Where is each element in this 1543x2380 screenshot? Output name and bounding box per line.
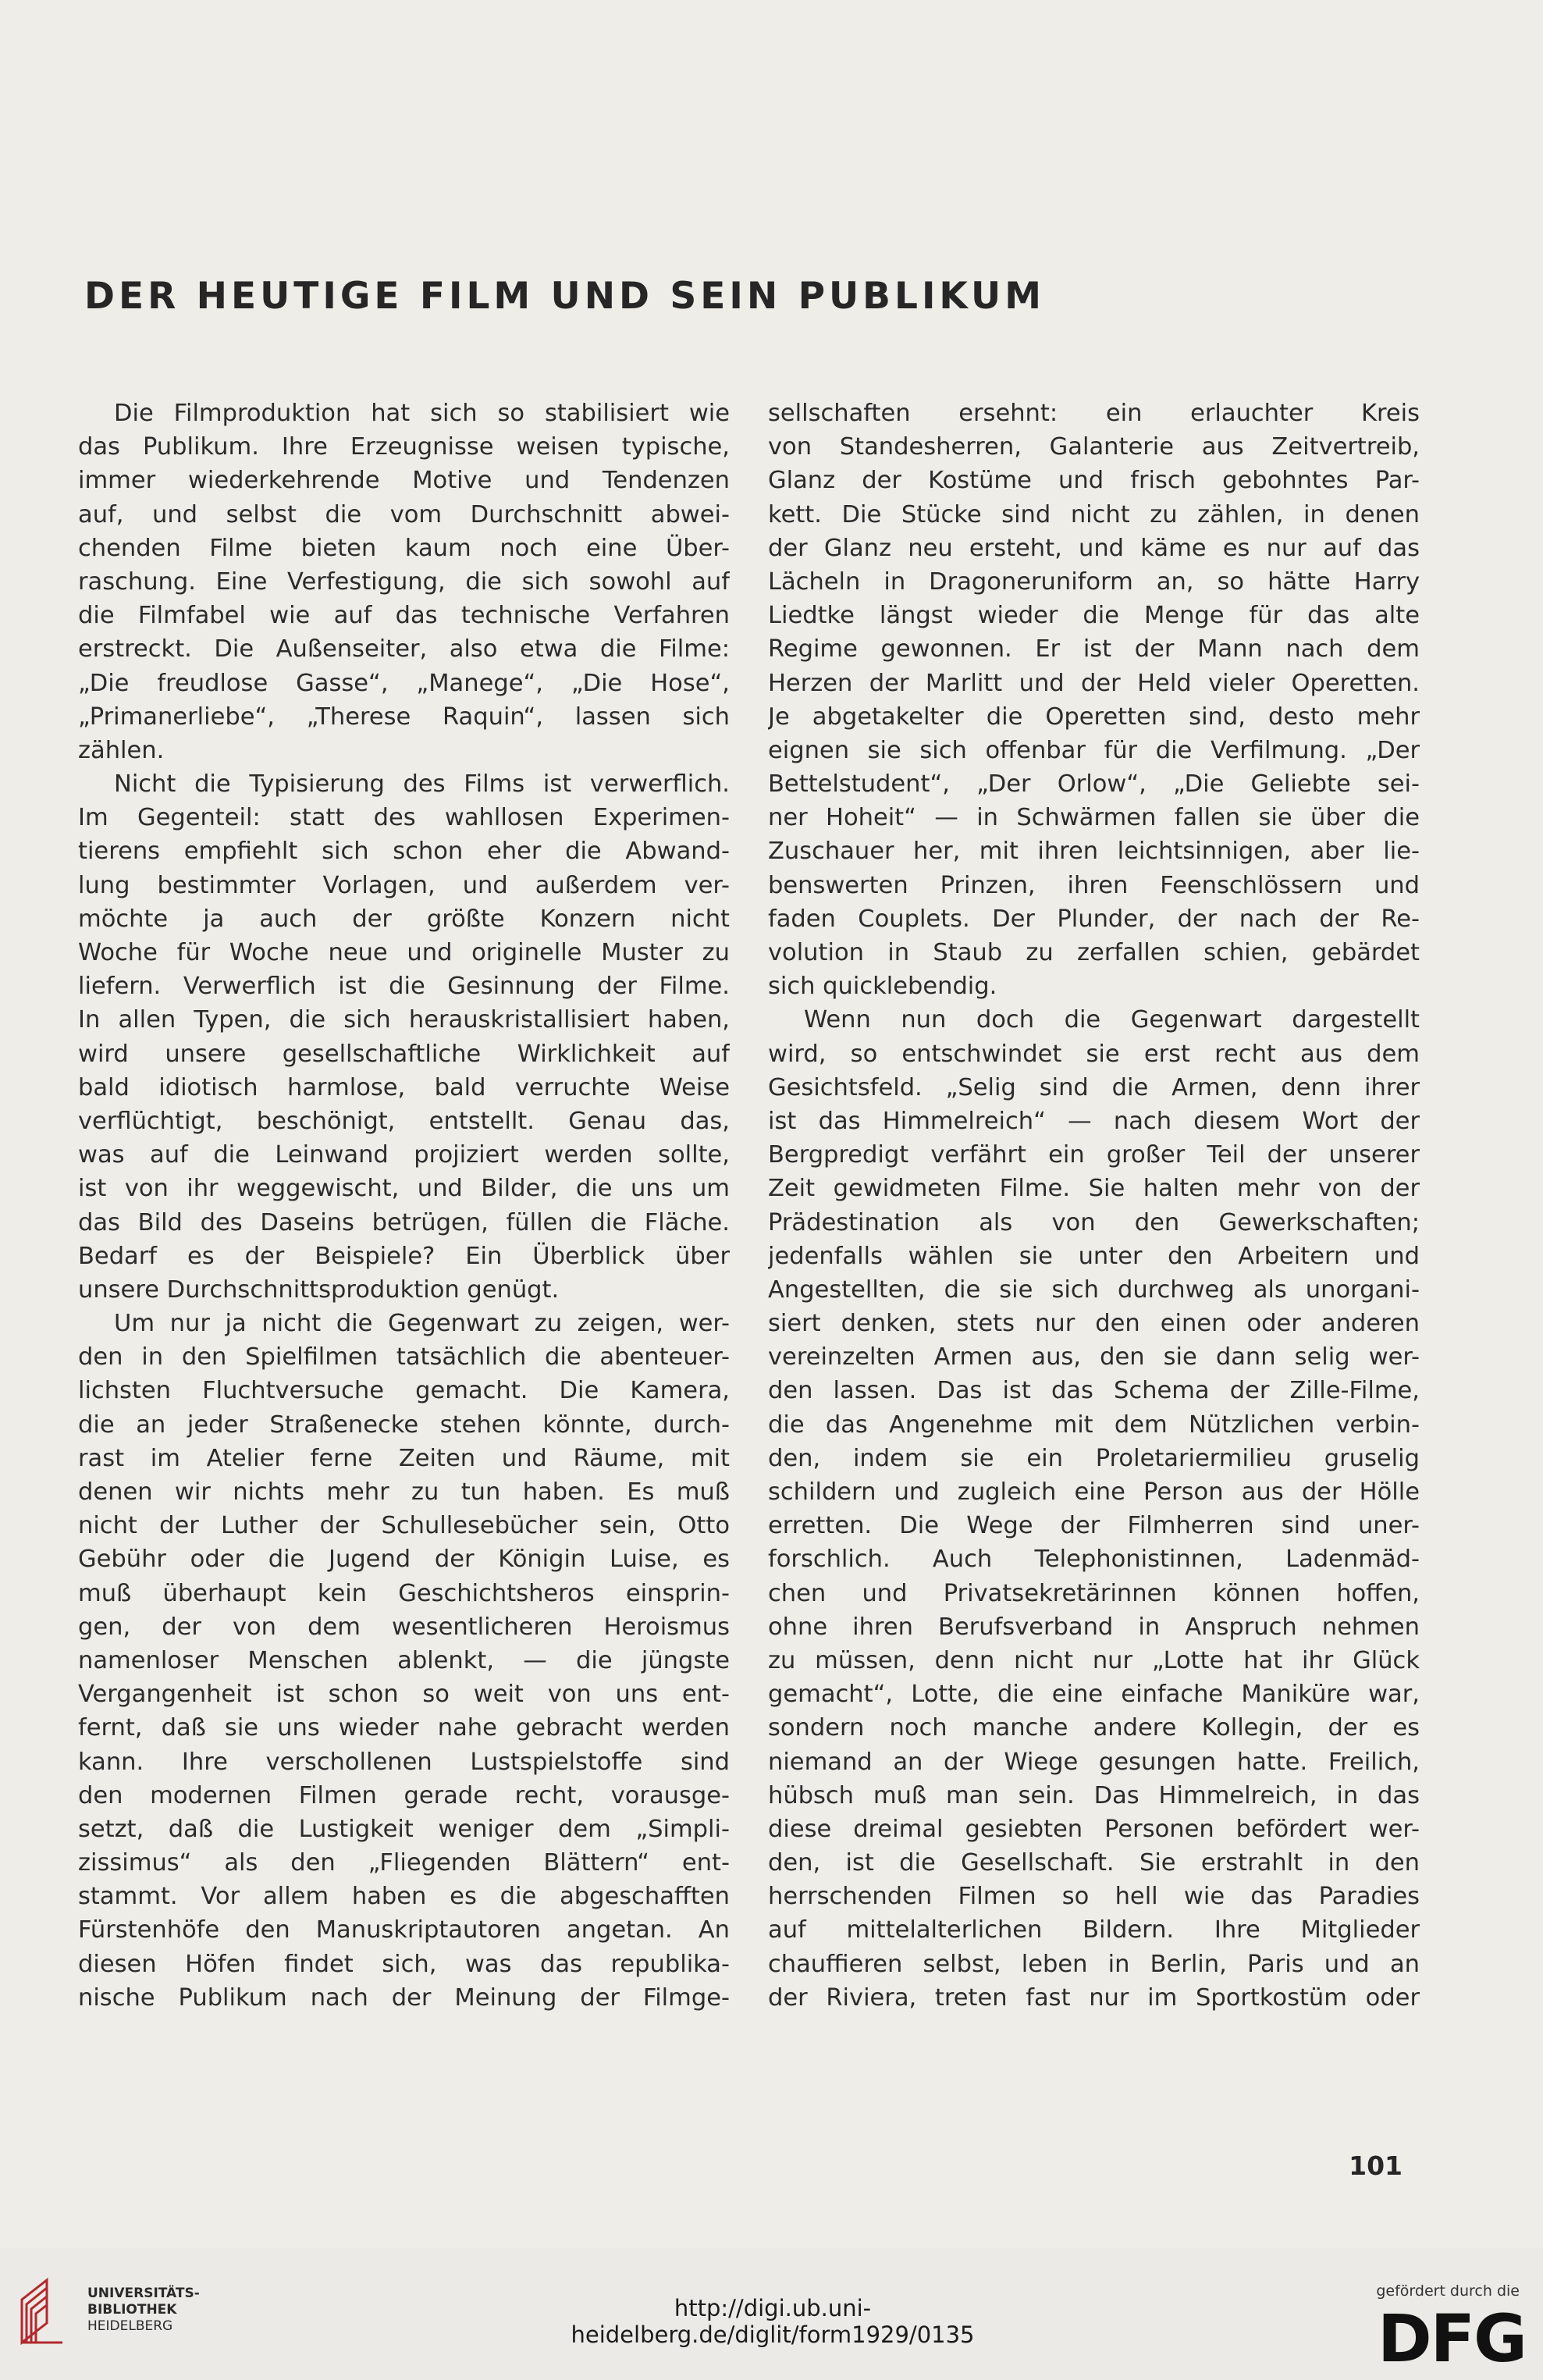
text-line: Je abgetakelter die Operetten sind, desto mehr [768,703,1420,731]
sponsor-caption: gefördert durch die [1376,2282,1520,2300]
text-line: wird, so entschwindet sie erst recht aus dem [768,1040,1420,1068]
digitization-footer [0,2248,1543,2380]
text-line: forschlich. Auch Telephonistinnen, Ladenmäd- [768,1546,1420,1574]
text-line: chauffieren selbst, leben in Berlin, Paris und an [768,1950,1420,1978]
text-line: das Publikum. Ihre Erzeugnisse weisen typische, [78,433,730,461]
library-name-line: BIBLIOTHEK [87,2302,177,2318]
text-line: Lächeln in Dragoneruniform an, so hätte Harry [768,567,1420,596]
text-line: herrschenden Filmen so hell wie das Paradies [768,1883,1420,1911]
text-line: gemacht“, Lotte, die eine einfache Maniküre war, [768,1681,1420,1709]
text-line: Die Filmproduktion hat sich so stabilisiert wie [114,400,730,427]
text-line: Nicht die Typisierung des Films ist verwerflich. [114,770,730,799]
text-line: sich quicklebendig. [768,973,997,1001]
text-line: tierens empfiehlt sich schon eher die Abwand- [78,838,730,866]
text-line: volution in Staub zu zerfallen schien, gebärdet [768,939,1420,966]
text-line: der Glanz neu ersteht, und käme es nur auf das [768,534,1420,562]
text-line: lichsten Fluchtversuche gemacht. Die Kamera, [78,1377,730,1405]
text-line: der Riviera, treten fast nur im Sportkostüm oder [768,1983,1420,2012]
text-line: chenden Filme bieten kaum noch eine Über- [78,534,730,562]
text-line: Prädestination als von den Gewerkschaften; [768,1208,1420,1236]
text-line: Gebühr oder die Jugend der Königin Luise, es [78,1546,730,1574]
text-line: Bedarf es der Beispiele? Ein Überblick über [78,1242,730,1270]
text-line: stammt. Vor allem haben es die abgeschafften [78,1883,730,1911]
text-line: verflüchtigt, beschönigt, entstellt. Genau das, [78,1107,730,1135]
text-line: von Standesherren, Galanterie aus Zeitvertreib, [768,433,1420,461]
text-line: Zuschauer her, mit ihren leichtsinnigen, aber lie- [768,838,1420,866]
text-line: die an jeder Straßenecke stehen könnte, durch- [78,1411,730,1439]
text-line: ner Hoheit“ — in Schwärmen fallen sie über die [768,804,1420,832]
text-line: ist das Himmelreich“ — nach diesem Wort der [768,1107,1420,1135]
text-line: was auf die Leinwand projiziert werden sollte, [78,1141,730,1169]
text-line: schildern und zugleich eine Person aus der Hölle [768,1478,1420,1506]
text-line: benswerten Prinzen, ihren Feenschlössern und [768,871,1420,899]
text-line: diese dreimal gesiebten Personen befördert wer- [768,1815,1420,1843]
page-number: 101 [1349,2151,1403,2181]
text-line: diesen Höfen findet sich, was das republika- [78,1950,730,1978]
text-line: eignen sie sich offenbar für die Verfilmung. „Der [768,736,1420,764]
text-line: vereinzelten Armen aus, den sie dann selig wer- [768,1343,1420,1371]
text-line: lung bestimmter Vorlagen, und außerdem ver- [78,871,730,899]
text-line: bald idiotisch harmlose, bald verruchte Weise [78,1073,730,1101]
text-line: nische Publikum nach der Meinung der Filmge- [78,1983,730,2012]
text-line: ohne ihren Berufsverband in Anspruch nehmen [768,1613,1420,1641]
text-line: „Die freudlose Gasse“, „Manege“, „Die Hose“, [78,669,730,697]
text-line: In allen Typen, die sich herauskristallisiert haben, [78,1006,730,1034]
dfg-logo: DFG [1377,2300,1526,2377]
text-line: Liedtke längst wieder die Menge für das alte [768,602,1420,630]
university-library-logo-icon [16,2276,76,2346]
text-line: die Filmfabel wie auf das technische Verfahren [78,602,730,630]
text-column-right [768,397,1420,2015]
article-title: DER HEUTIGE FILM UND SEIN PUBLIKUM [84,275,1045,318]
text-line: Regime gewonnen. Er ist der Mann nach dem [768,635,1420,663]
text-line: Im Gegenteil: statt des wahllosen Experimen- [78,804,730,832]
text-line: Glanz der Kostüme und frisch gebohntes Par- [768,467,1420,495]
text-line: auf mittelalterlichen Bildern. Ihre Mitglieder [768,1916,1420,1944]
text-line: sellschaften ersehnt: ein erlauchter Kreis [768,400,1420,427]
text-line: ist von ihr weggewischt, und Bilder, die uns um [78,1175,730,1203]
text-line: Angestellten, die sie sich durchweg als unorgani- [768,1275,1420,1304]
text-line: die das Angenehme mit dem Nützlichen verbin- [768,1411,1420,1439]
text-line: kett. Die Stücke sind nicht zu zählen, in denen [768,500,1420,528]
text-line: Bettelstudent“, „Der Orlow“, „Die Geliebte sei- [768,770,1420,799]
text-line: nicht der Luther der Schullesebücher sein, Otto [78,1512,730,1540]
library-name-line: HEIDELBERG [87,2318,173,2334]
text-line: zählen. [78,736,165,764]
text-line: rast im Atelier ferne Zeiten und Räume, mit [78,1444,730,1472]
text-line: Woche für Woche neue und originelle Muster zu [78,939,730,966]
text-line: niemand an der Wiege gesungen hatte. Freilich, [768,1748,1420,1776]
text-line: „Primanerliebe“, „Therese Raquin“, lassen sich [78,703,730,731]
text-line: das Bild des Daseins betrügen, füllen die Fläche. [78,1208,730,1236]
text-line: siert denken, stets nur den einen oder anderen [768,1310,1420,1338]
text-line: Zeit gewidmeten Filme. Sie halten mehr von der [768,1175,1420,1203]
text-line: den lassen. Das ist das Schema der Zille-Filme, [768,1377,1420,1405]
library-name-line: UNIVERSITÄTS- [87,2286,200,2301]
text-line: den, indem sie ein Proletariermilieu gruselig [768,1444,1420,1472]
text-line: den modernen Filmen gerade recht, vorausge- [78,1781,730,1809]
text-line: immer wiederkehrende Motive und Tendenzen [78,467,730,495]
text-line: erstreckt. Die Außenseiter, also etwa die Filme: [78,635,730,663]
text-line: den in den Spielfilmen tatsächlich die abenteuer- [78,1343,730,1371]
text-line: kann. Ihre verschollenen Lustspielstoffe sind [78,1748,730,1776]
text-line: chen und Privatsekretärinnen können hoffen, [768,1579,1420,1607]
text-line: unsere Durchschnittsproduktion genügt. [78,1275,560,1304]
text-line: Gesichtsfeld. „Selig sind die Armen, denn ihrer [768,1073,1420,1101]
text-line: setzt, daß die Lustigkeit weniger dem „Simpli- [78,1815,730,1843]
text-line: liefern. Verwerflich ist die Gesinnung der Filme. [78,973,730,1001]
text-line: den, ist die Gesellschaft. Sie erstrahlt in den [768,1849,1420,1877]
text-line: gen, der von dem wesentlicheren Heroismus [78,1613,730,1641]
text-line: raschung. Eine Verfestigung, die sich sowohl auf [78,567,730,596]
text-line: sondern noch manche andere Kollegin, der es [768,1714,1420,1742]
text-line: muß überhaupt kein Geschichtsheros einsprin- [78,1579,730,1607]
text-column-left [78,397,730,2015]
text-line: Bergpredigt verfährt ein großer Teil der unserer [768,1141,1420,1169]
text-line: Um nur ja nicht die Gegenwart zu zeigen, wer- [114,1310,730,1338]
text-line: auf, und selbst die vom Durchschnitt abwei- [78,500,730,528]
text-line: namenloser Menschen ablenkt, — die jüngste [78,1646,730,1674]
text-line: zissimus“ als den „Fliegenden Blättern“ ent- [78,1849,730,1877]
text-line: fernt, daß sie uns wieder nahe gebracht werden [78,1714,730,1742]
text-line: Fürstenhöfe den Manuskriptautoren angetan. An [78,1916,730,1944]
text-line: jedenfalls wählen sie unter den Arbeitern und [768,1242,1420,1270]
source-url-link[interactable]: http://digi.ub.uni-heidelberg.de/diglit/form1929/0135 [571,2295,975,2348]
text-line: Herzen der Marlitt und der Held vieler Operetten. [768,669,1420,697]
text-line: denen wir nichts mehr zu tun haben. Es muß [78,1478,730,1506]
university-library-name [87,2286,200,2335]
text-line: möchte ja auch der größte Konzern nicht [78,905,730,933]
text-line: faden Couplets. Der Plunder, der nach der Re- [768,905,1420,933]
text-line: Vergangenheit ist schon so weit von uns ent- [78,1681,730,1709]
text-line: wird unsere gesellschaftliche Wirklichkeit auf [78,1040,730,1068]
text-line: hübsch muß man sein. Das Himmelreich, in das [768,1781,1420,1809]
text-line: Wenn nun doch die Gegenwart dargestellt [804,1006,1420,1034]
text-line: erretten. Die Wege der Filmherren sind uner- [768,1512,1420,1540]
text-line: zu müssen, denn nicht nur „Lotte hat ihr Glück [768,1646,1420,1674]
